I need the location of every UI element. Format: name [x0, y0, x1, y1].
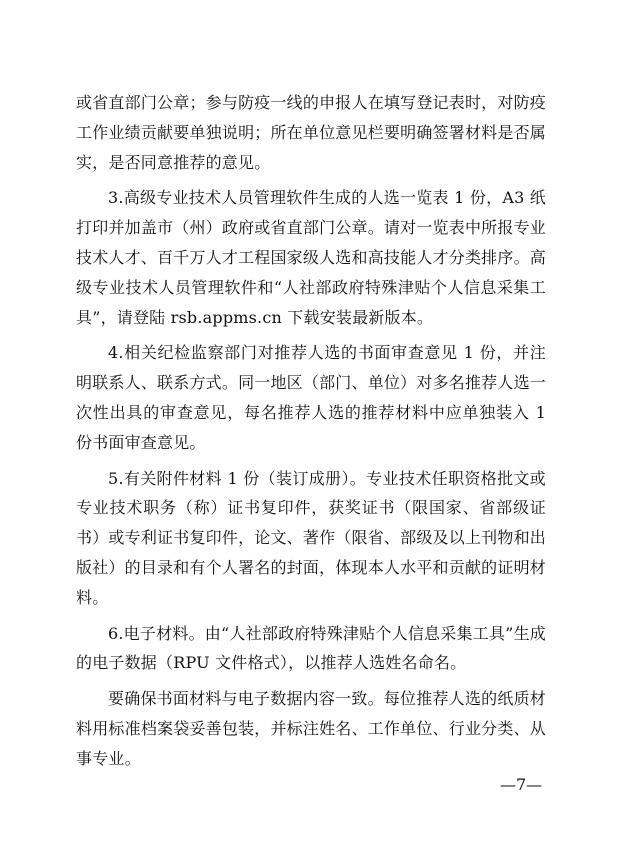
paragraph-item-4: 4.相关纪检监察部门对推荐人选的书面审查意见 1 份，并注明联系人、联系方式。同一地区（部门、单位）对多名推荐人选一次性出具的审查意见，每名推荐人选的推荐材料中应单独装入 1 份书面审查意见。	[76, 343, 546, 452]
page-number: —7—	[500, 775, 543, 794]
paragraph-closing-note: 要确保书面材料与电子数据内容一致。每位推荐人选的纸质材料用标准档案袋妥善包装，并标注姓名、工作单位、行业分类、从事专业。	[76, 689, 546, 768]
paragraph-item-6: 6.电子材料。由“人社部政府特殊津贴个人信息采集工具”生成的电子数据（RPU 文件格式），以推荐人选姓名命名。	[76, 623, 546, 673]
document-body	[76, 88, 546, 780]
paragraph-item-3: 3.高级专业技术人员管理软件生成的人选一览表 1 份，A3 纸打印并加盖市（州）政府或省直部门公章。请对一览表中所报专业技术人才、百千万人才工程国家级人选和高技能人才分类排序。高级专业技术人员管理软件和“人社部政府特殊津贴个人信息采集工具”，请登陆 rsb.appms.cn 下载安装最新版本。	[76, 188, 546, 327]
paragraph-item-5: 5.有关附件材料 1 份（装订成册）。专业技术任职资格批文或专业技术职务（称）证书复印件，获奖证书（限国家、省部级证书）或专利证书复印件，论文、著作（限省、部级及以上刊物和出版社）的目录和有个人署名的封面，体现本人水平和贡献的证明材料。	[76, 468, 546, 607]
paragraph-continuation: 或省直部门公章；参与防疫一线的申报人在填写登记表时，对防疫工作业绩贡献要单独说明；所在单位意见栏要明确签署材料是否属实，是否同意推荐的意见。	[76, 93, 546, 172]
